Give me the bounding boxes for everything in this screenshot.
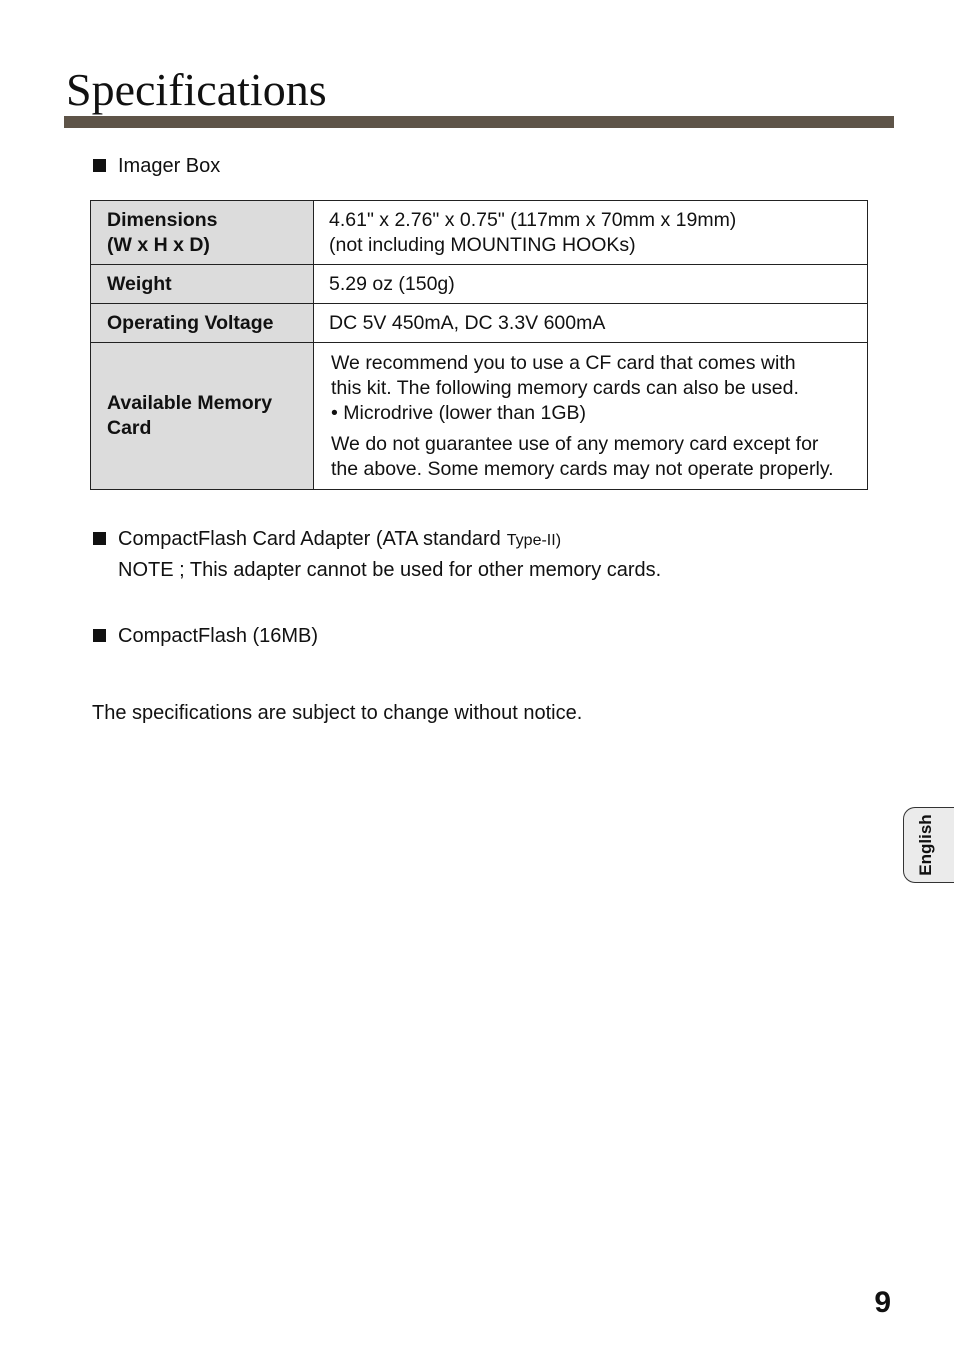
compactflash-heading-text: CompactFlash (16MB) [118,625,319,647]
dimensions-label [91,201,314,265]
memory-card-value [314,343,868,490]
table-row [91,201,868,265]
weight-label: Weight [91,265,314,304]
memory-recommend-paragraph [329,351,857,426]
adapter-heading-text: CompactFlash Card Adapter (ATA standard [118,528,501,550]
memory-para1-line3: • Microdrive (lower than 1GB) [331,401,586,424]
section-heading-compactflash [93,624,318,648]
weight-value: 5.29 oz (150g) [314,265,868,304]
memory-card-label [91,343,314,490]
section-heading-adapter [93,527,561,553]
table-row [91,343,868,490]
square-bullet-icon [93,532,106,545]
memory-para1-line2: this kit. The following memory cards can also be used. [331,376,799,399]
memory-para2-line2: the above. Some memory cards may not operate properly. [331,457,834,480]
page-number: 9 [874,1286,891,1319]
page-title: Specifications [66,64,327,115]
square-bullet-icon [93,629,106,642]
square-bullet-icon [93,159,106,172]
adapter-type-label: Type-II) [506,532,562,549]
section-heading-imager-box [93,154,220,178]
dimensions-label-line2: (W x H x D) [107,233,210,256]
memory-para2-line1: We do not guarantee use of any memory card except for [331,432,819,455]
spec-table [90,200,868,490]
specifications-notice: The specifications are subject to change without notice. [92,702,583,724]
table-row [91,304,868,343]
dimensions-value-line1: 4.61" x 2.76" x 0.75" (117mm x 70mm x 19mm) [329,208,737,231]
dimensions-value-line2: (not including MOUNTING HOOKs) [329,233,636,256]
voltage-label: Operating Voltage [91,304,314,343]
imager-box-heading-text: Imager Box [118,155,221,177]
memory-label-line1: Available Memory [107,392,273,414]
dimensions-value [314,201,868,265]
dimensions-label-line1: Dimensions [107,208,218,231]
memory-guarantee-paragraph [329,432,857,482]
language-tab-label: English [916,814,935,876]
voltage-value: DC 5V 450mA, DC 3.3V 600mA [314,304,868,343]
table-row [91,265,868,304]
memory-label-line2: Card [107,417,152,439]
title-rule [64,116,894,128]
adapter-note: NOTE ; This adapter cannot be used for other memory cards. [118,559,662,581]
memory-para1-line1: We recommend you to use a CF card that comes with [331,351,796,374]
